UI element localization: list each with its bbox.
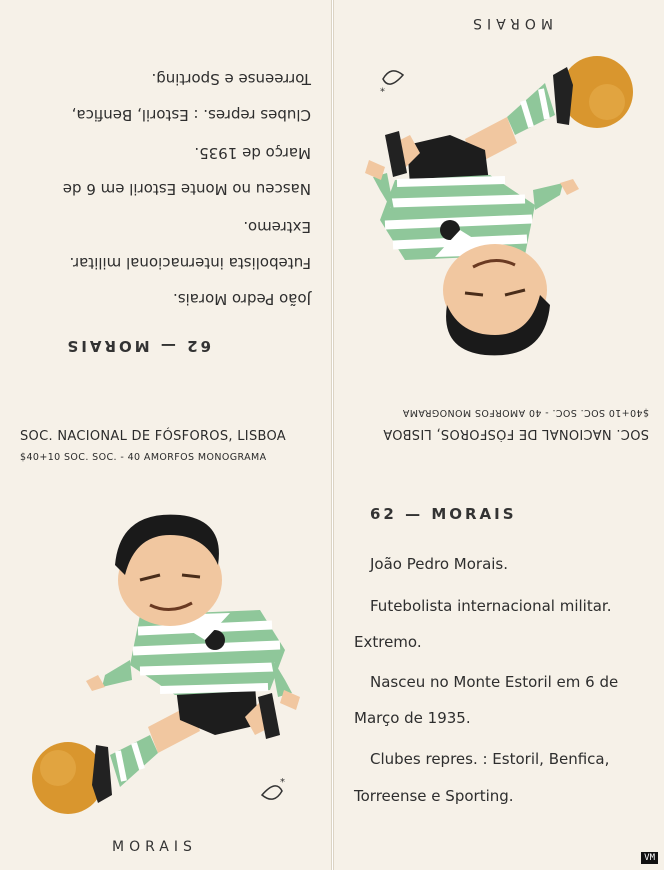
bio-line-3: Extremo. (354, 633, 422, 651)
svg-text:*: * (380, 82, 385, 93)
bio-line-3: Extremo. (243, 218, 311, 236)
bio-line-1: João Pedro Morais. (370, 555, 509, 573)
bio-line-4: Nasceu no Monte Estoril em 6 de (62, 180, 311, 198)
card-number-title: 62 — MORAIS (370, 505, 517, 523)
publisher-sub: $40+10 SOC. SOC. - 40 AMORFOS MONOGRAMA (20, 452, 267, 463)
bio-line-5: Março de 1935. (354, 709, 471, 727)
bio-line-6: Clubes repres. : Estoril, Benfica, (370, 750, 610, 768)
bio-line-7: Torreense e Sporting. (354, 787, 514, 805)
bio-line-6: Clubes repres. : Estoril, Benfica, (71, 106, 311, 124)
card-number-title: 62 — MORAIS (64, 337, 211, 355)
signature-mark-icon (383, 71, 403, 84)
signature-mark-icon (262, 786, 282, 799)
bio-line-4: Nasceu no Monte Estoril em 6 de (370, 673, 619, 691)
publisher-name: SOC. NACIONAL DE FÓSFOROS, LISBOA (20, 429, 286, 444)
player-caricature-icon (334, 0, 664, 435)
right-card-picture-inverted (334, 0, 664, 441)
left-card-picture (0, 429, 331, 870)
bio-line-2: Futebolista internacional militar. (370, 597, 612, 615)
bio-line-5: Março de 1935. (194, 144, 311, 162)
player-name-footer: MORAIS (112, 839, 197, 855)
bio-line-7: Torreense e Sporting. (151, 70, 311, 88)
bio-line-1: João Pedro Morais. (172, 290, 311, 308)
watermark-vm: VM (641, 852, 658, 864)
bio-line-2: Futebolista internacional militar. (69, 254, 311, 272)
svg-text:*: * (280, 777, 285, 788)
player-caricature-icon (0, 435, 331, 870)
right-card (333, 0, 664, 870)
right-card-text (334, 435, 664, 870)
left-card-text-inverted (0, 0, 331, 435)
publisher-name: SOC. NACIONAL DE FÓSFOROS, LISBOA (383, 426, 649, 441)
player-name-footer: MORAIS (468, 15, 553, 31)
publisher-sub: $40+10 SOC. SOC. - 40 AMORFOS MONOGRAMA (402, 407, 649, 418)
